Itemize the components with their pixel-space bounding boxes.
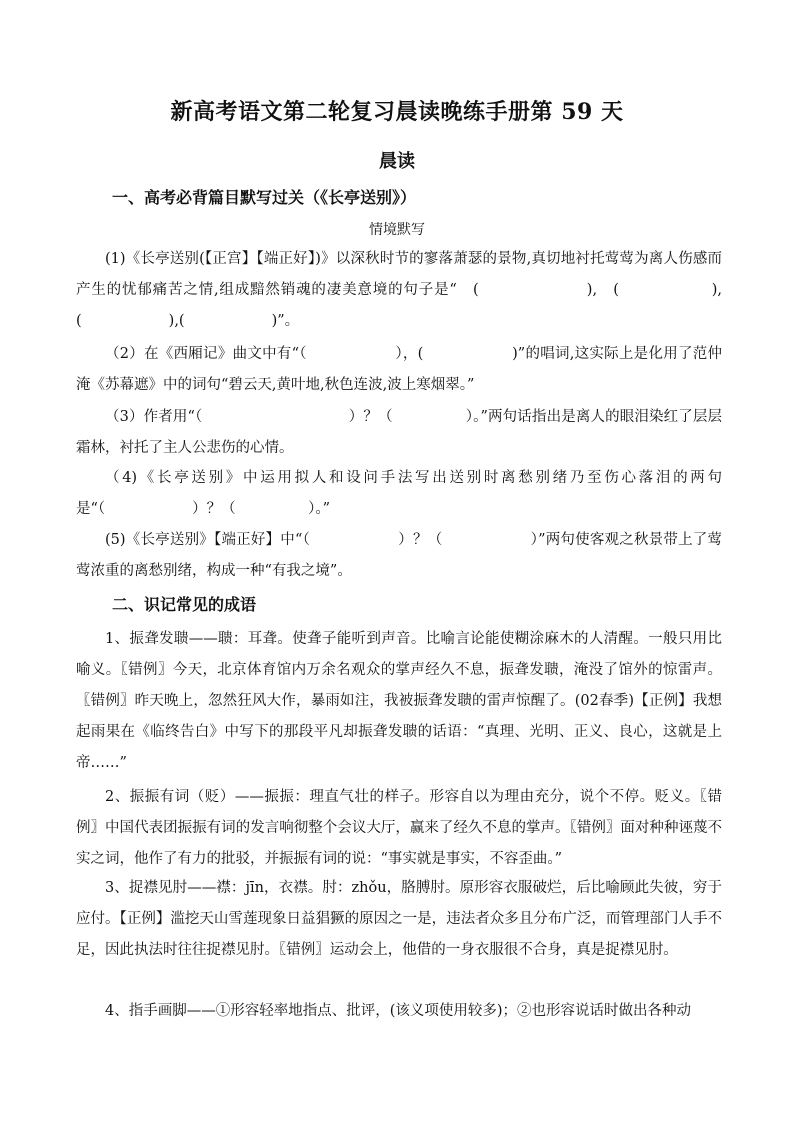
idiom-item: 2、振振有词（贬）——振振：理直气壮的样子。形容自以为理由充分，说个不停。贬义。〖错例〗中国代表团振振有词的发言响彻整个会议大厅，赢来了经久不息的掌声。〖错例〗面对种种诬蔑不实之词，他作了有力的批驳，并振振有词的说：“事实就是事实，不容歪曲。”	[76, 789, 722, 867]
dictation-item: (1)《长亭送别(【正宫】【端正好】)》以深秋时节的寥落萧瑟的景物,真切地衬托莺莺为离人伤感而产生的忧郁痛苦之情,组成黯然销魂的凄美意境的句子是“ ( ), ( ),( ),( )”。	[76, 251, 722, 329]
idiom-item: 1、振聋发聩——聩：耳聋。使聋子能听到声音。比喻言论能使糊涂麻木的人清醒。一般只用比喻义。〖错例〗今天，北京体育馆内万余名观众的掌声经久不息，振聋发聩，淹没了馆外的惊雷声。〖错例〗昨天晚上，忽然狂风大作，暴雨如注，我被振聋发聩的雷声惊醒了。(02春季)【正例】我想起雨果在《临终告白》中写下的那段平凡却振聋发聩的话语：“真理、光明、正义、良心，这就是上帝……”	[76, 631, 722, 771]
section-subtitle: 晨读	[379, 151, 415, 172]
dictation-item: （4)《长亭送别》中运用拟人和设问手法写出送别时离愁别绪乃至伤心落泪的两句是“（ ）？（ ）。”	[76, 470, 722, 517]
dictation-item: (5)《长亭送别》【端正好】中“（ ）？（ ）”两句使客观之秋景带上了莺莺浓重的离愁别绪，构成一种“有我之境”。	[76, 532, 722, 579]
idiom-item: 4、指手画脚——①形容轻率地指点、批评，(该义项使用较多)；②也形容说话时做出各种动	[105, 1003, 692, 1019]
dictation-item: （3）作者用“（ ）？（ ）。”两句话指出是离人的眼泪染红了层层霜林，衬托了主人公悲伤的心情。	[76, 409, 722, 456]
dictation-item: （2）在《西厢记》曲文中有“（ ），( )”的唱词,这实际上是化用了范仲淹《苏幕遮》中的词句“碧云天,黄叶地,秋色连波,波上寒烟翠。”	[76, 346, 722, 393]
section1-heading: 一、高考必背篇目默写过关（《长亭送别》）	[112, 188, 417, 207]
section2-heading: 二、识记常见的成语	[112, 595, 257, 614]
document-title: 新高考语文第二轮复习晨读晚练手册第 59 天	[170, 99, 624, 125]
idiom-item: 3、捉襟见肘——襟：jīn，衣襟。肘：zhǒu，胳膊肘。原形容衣服破烂，后比喻顾此失彼，穷于应付。【正例】滥挖天山雪莲现象日益猖獗的原因之一是，违法者众多且分布广泛，而管理部门人手不足，因此执法时往往捉襟见肘。〖错例〗运动会上，他借的一身衣服很不合身，真是捉襟见肘。	[76, 880, 722, 958]
section1-label: 情境默写	[369, 222, 425, 238]
